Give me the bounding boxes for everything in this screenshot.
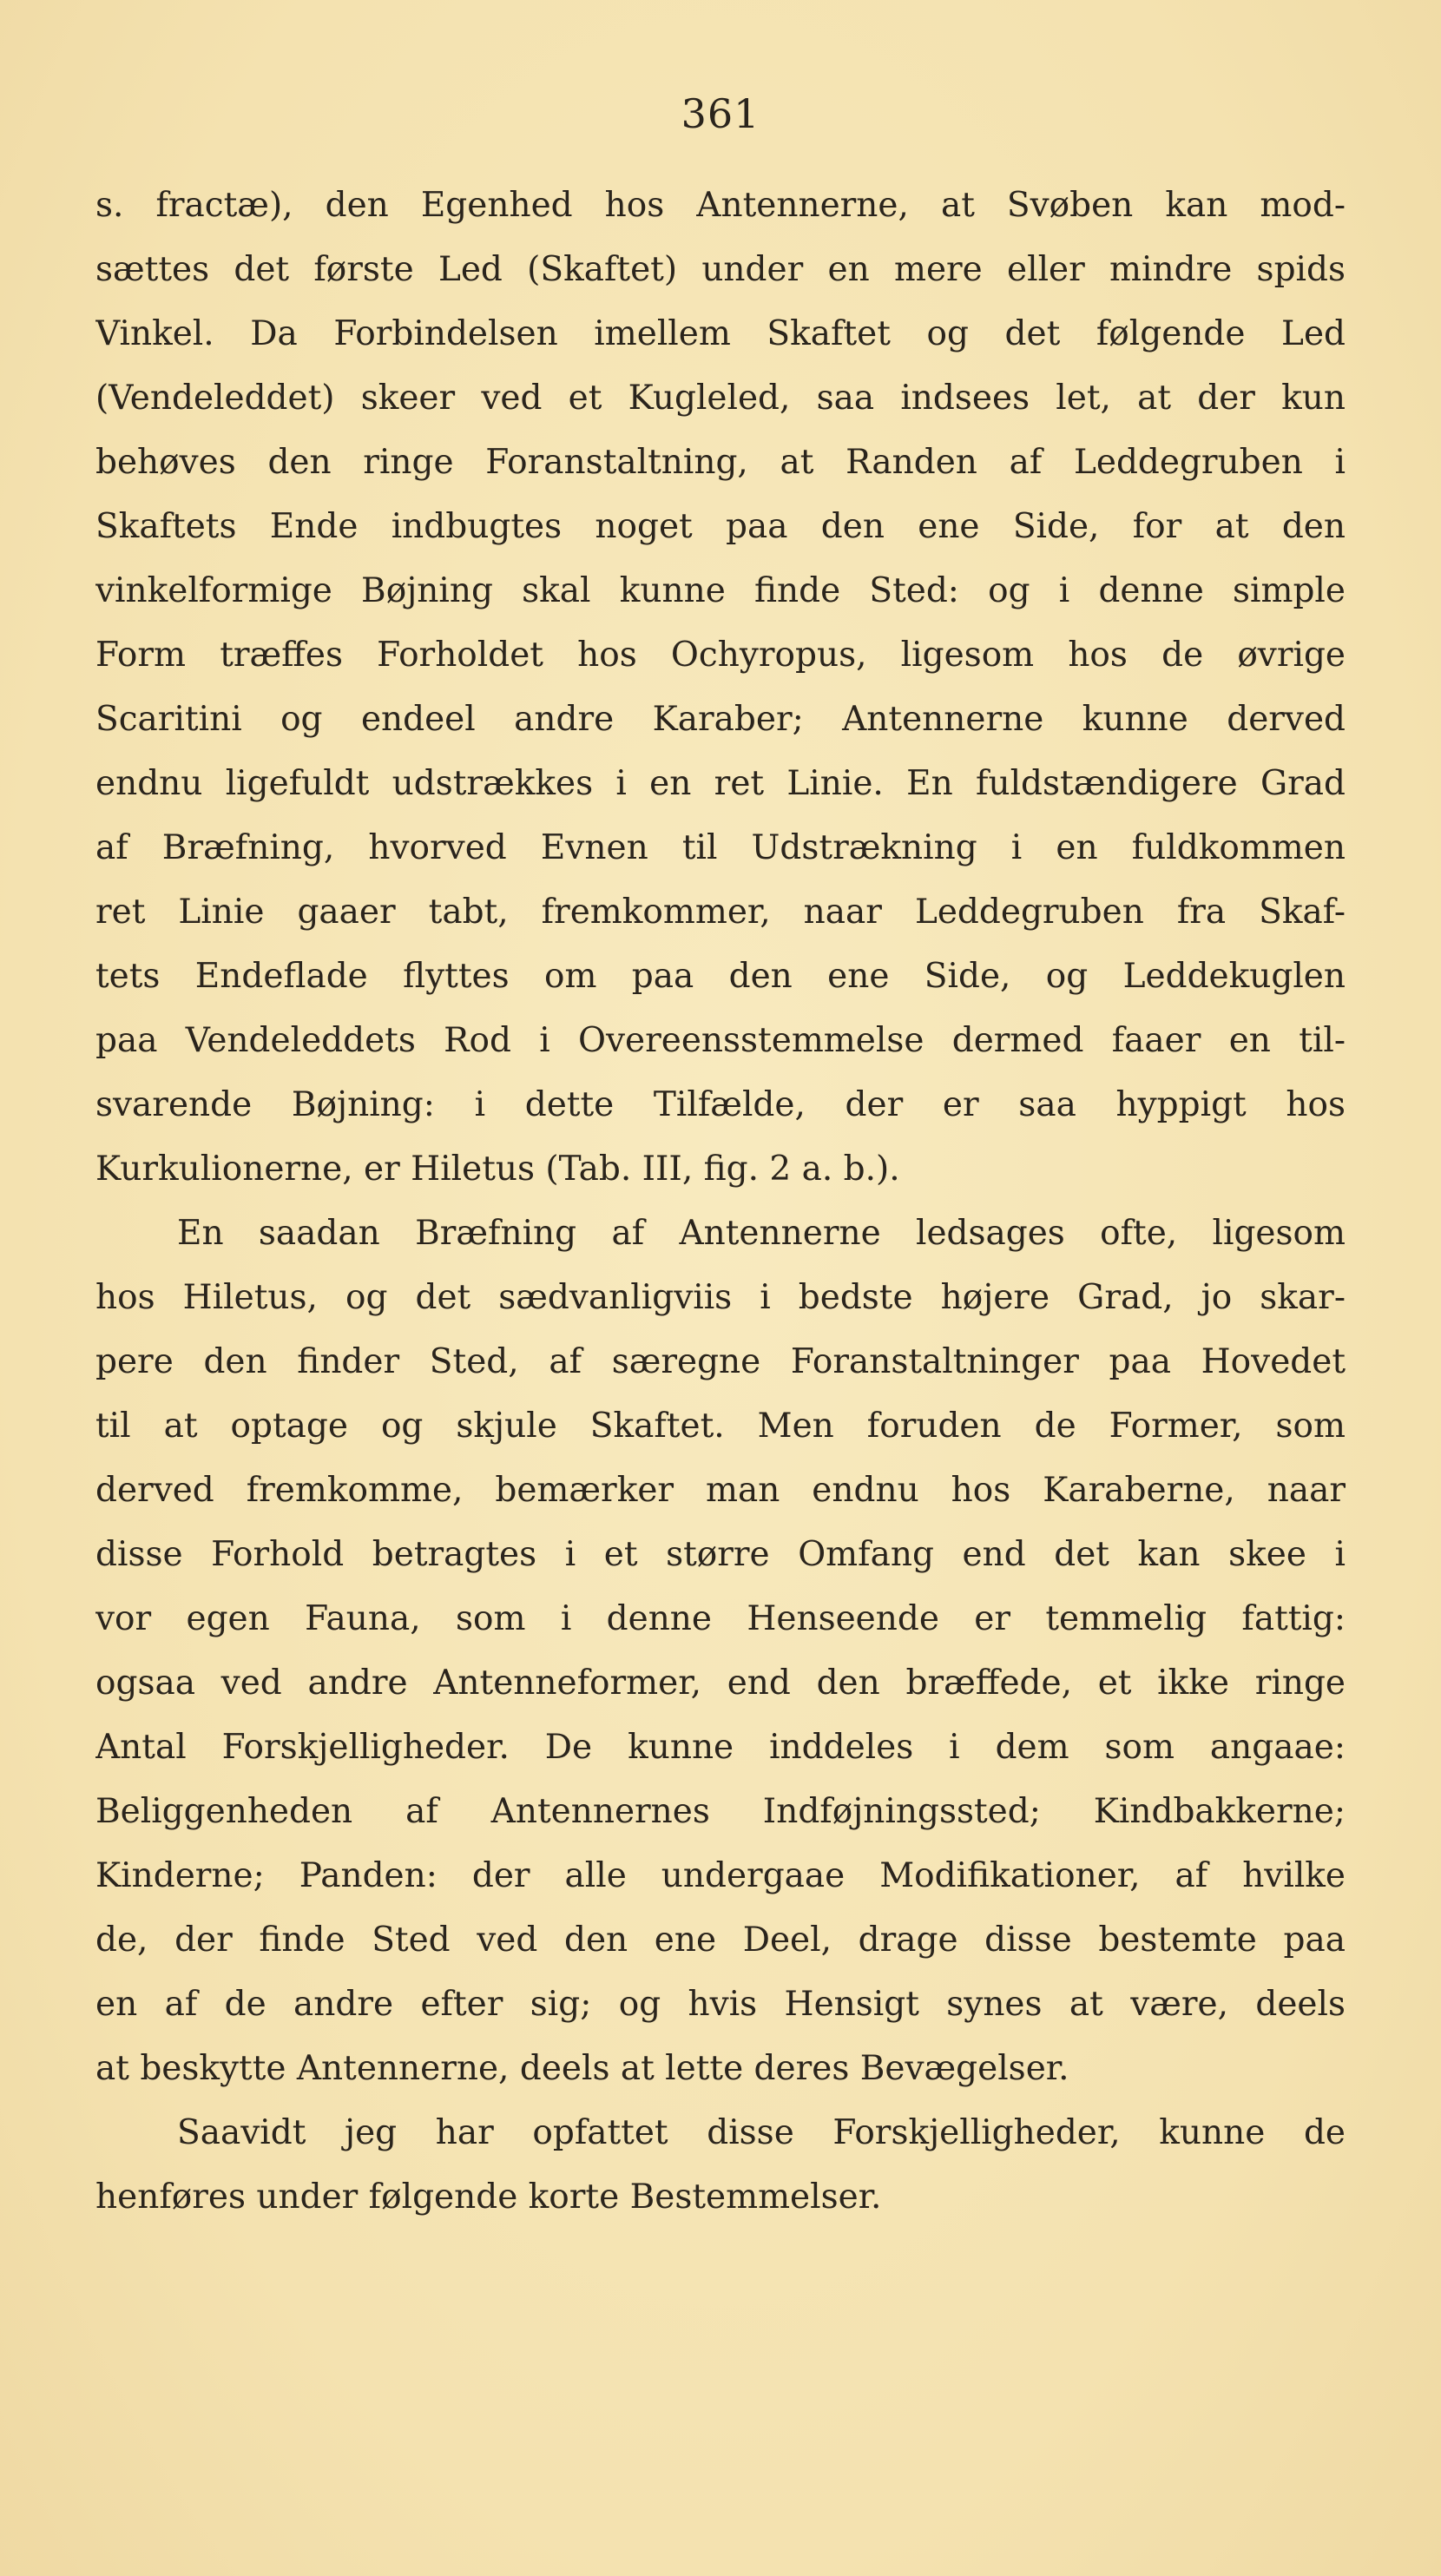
text-line: disse Forhold betragtes i et større Omfang end det kan skee i — [95, 1535, 1346, 1574]
text-line: paa Vendeleddets Rod i Overeensstemmelse dermed faaer en til- — [95, 1021, 1346, 1060]
text-line: Skaftets Ende indbugtes noget paa den ene Side, for at den — [95, 507, 1346, 546]
text-line: endnu ligefuldt udstrækkes i en ret Linie. En fuldstændigere Grad — [95, 764, 1346, 803]
text-line: Kinderne; Panden: der alle undergaae Modifikationer, af hvilke — [95, 1856, 1346, 1895]
text-line: pere den finder Sted, af særegne Foranstaltninger paa Hovedet — [95, 1342, 1346, 1381]
text-line: til at optage og skjule Skaftet. Men foruden de Former, som — [95, 1407, 1346, 1446]
text-line: Form træffes Forholdet hos Ochyropus, ligesom hos de øvrige — [95, 636, 1346, 675]
text-line: Scaritini og endeel andre Karaber; Antennerne kunne derved — [95, 700, 1346, 739]
text-line: svarende Bøjning: i dette Tilfælde, der er saa hyppigt hos — [95, 1085, 1346, 1124]
text-line: at beskytte Antennerne, deels at lette deres Bevægelser. — [95, 2049, 1069, 2088]
text-line: Vinkel. Da Forbindelsen imellem Skaftet og det følgende Led — [95, 314, 1346, 353]
text-line: En saadan Bræfning af Antennerne ledsages ofte, ligesom — [177, 1214, 1346, 1253]
text-line: af Bræfning, hvorved Evnen til Udstrækning i en fuldkommen — [95, 828, 1346, 867]
page-number: 361 — [681, 90, 760, 137]
text-line: ret Linie gaaer tabt, fremkommer, naar Leddegruben fra Skaf- — [95, 893, 1346, 932]
text-line: vor egen Fauna, som i denne Henseende er temmelig fattig: — [95, 1599, 1346, 1638]
text-line: s. fractæ), den Egenhed hos Antennerne, at Svøben kan mod- — [95, 186, 1346, 225]
text-line: sættes det første Led (Skaftet) under en mere eller mindre spids — [95, 250, 1346, 289]
text-line: tets Endeflade flyttes om paa den ene Side, og Leddekuglen — [95, 957, 1346, 996]
text-line: Saavidt jeg har opfattet disse Forskjelligheder, kunne de — [177, 2113, 1346, 2152]
text-line: vinkelformige Bøjning skal kunne finde Sted: og i denne simple — [95, 571, 1346, 610]
text-line: hos Hiletus, og det sædvanligviis i bedste højere Grad, jo skar- — [95, 1278, 1346, 1317]
text-line: en af de andre efter sig; og hvis Hensigt synes at være, deels — [95, 1985, 1346, 2024]
text-line: ogsaa ved andre Antenneformer, end den bræffede, et ikke ringe — [95, 1664, 1346, 1703]
body-text — [95, 174, 1346, 2230]
text-line: (Vendeleddet) skeer ved et Kugleled, saa indsees let, at der kun — [95, 379, 1346, 418]
text-line: de, der finde Sted ved den ene Deel, drage disse bestemte paa — [95, 1920, 1346, 1960]
text-line: Antal Forskjelligheder. De kunne inddeles i dem som angaae: — [95, 1728, 1346, 1767]
text-line: behøves den ringe Foranstaltning, at Randen af Leddegruben i — [95, 443, 1346, 482]
text-line: henføres under følgende korte Bestemmelser. — [95, 2177, 882, 2217]
text-line: Kurkulionerne, er Hiletus (Tab. III, fig. 2 a. b.). — [95, 1150, 900, 1189]
text-line: derved fremkomme, bemærker man endnu hos Karaberne, naar — [95, 1471, 1346, 1510]
text-line: Beliggenheden af Antennernes Indføjningssted; Kindbakkerne; — [95, 1792, 1346, 1831]
